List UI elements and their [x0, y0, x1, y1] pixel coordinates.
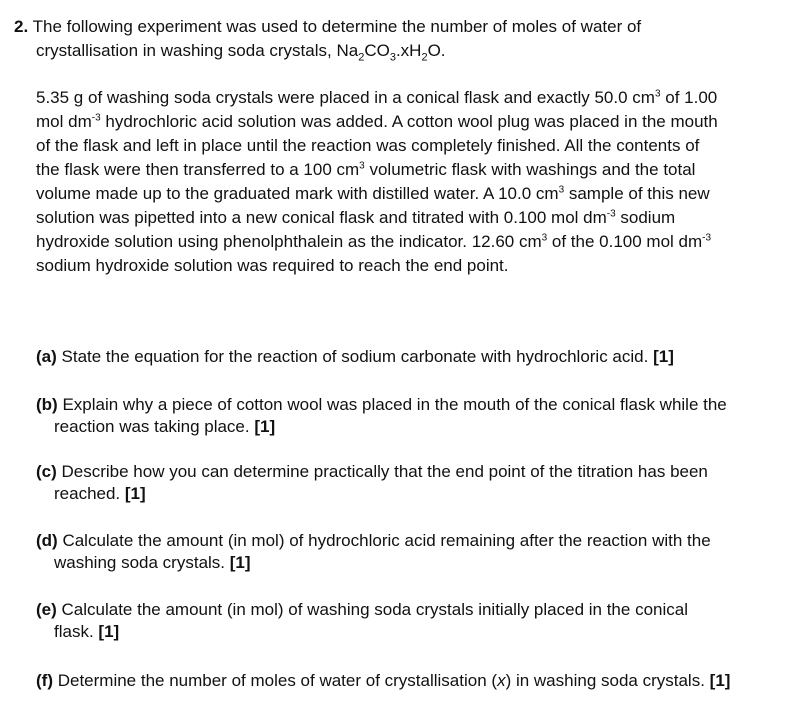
passage-text: volume made up to the graduated mark with distilled water. A 10.0 cm — [36, 184, 559, 203]
passage-text: volumetric flask with washings and the total — [364, 160, 696, 179]
question-intro-line-2 — [36, 41, 446, 64]
marks-badge: [1] — [254, 417, 276, 436]
passage-line-1 — [36, 88, 717, 108]
passage-text: mol dm — [36, 112, 92, 131]
part-text: ) in washing soda crystals. — [505, 671, 710, 690]
part-label: (f) — [36, 671, 53, 690]
part-b-line-1 — [36, 395, 727, 415]
part-label: (a) — [36, 347, 57, 366]
question-intro-line-1 — [14, 17, 641, 37]
part-text: Calculate the amount (in mol) of washing soda crystals initially placed in the conical — [56, 600, 688, 619]
part-text: State the equation for the reaction of sodium carbonate with hydrochloric acid. — [56, 347, 654, 366]
superscript: 3 — [359, 160, 365, 172]
part-c-line-2 — [54, 484, 146, 504]
part-label: (b) — [36, 395, 58, 414]
superscript: 3 — [541, 232, 548, 244]
passage-text: of 1.00 — [660, 88, 718, 107]
part-text: Determine the number of moles of water of crystallisation ( — [52, 671, 498, 690]
part-label: (d) — [36, 531, 58, 550]
part-text: Calculate the amount (in mol) of hydrochloric acid remaining after the reaction with the — [57, 531, 711, 550]
question-intro-text: The following experiment was used to determine the number of moles of water of — [32, 17, 642, 36]
passage-text: sample of this new — [564, 184, 710, 203]
part-text: Describe how you can determine practically that the end point of the titration has been — [56, 462, 708, 481]
part-text: Explain why a piece of cotton wool was placed in the mouth of the conical flask while the — [57, 395, 727, 414]
part-text: reaction was taking place. — [54, 417, 255, 436]
part-f — [36, 671, 730, 691]
passage-line-5 — [36, 184, 710, 204]
part-e-line-1 — [36, 600, 688, 620]
superscript: -3 — [606, 208, 616, 220]
passage-text: the flask were then transferred to a 100 cm — [36, 160, 360, 179]
part-c-line-1 — [36, 462, 708, 482]
part-a — [36, 347, 674, 367]
part-label: (e) — [36, 600, 57, 619]
formula-part: CO — [364, 41, 390, 60]
intro-text: crystallisation in washing soda crystals, Na — [36, 41, 359, 60]
passage-text: of the 0.100 mol dm — [547, 232, 703, 251]
superscript: -3 — [91, 112, 101, 124]
marks-badge: [1] — [653, 347, 674, 366]
marks-badge: [1] — [98, 622, 120, 641]
formula-part: .xH — [395, 41, 422, 60]
question-number: 2. — [14, 17, 29, 36]
marks-badge: [1] — [709, 671, 731, 690]
passage-line-3: of the flask and left in place until the reaction was completely finished. All the contents of — [36, 136, 700, 155]
formula-subscript: 2 — [421, 51, 428, 64]
part-b-line-2 — [54, 417, 275, 437]
part-d-line-2 — [54, 553, 251, 573]
formula-part: O. — [427, 41, 446, 60]
passage-line-4 — [36, 160, 695, 180]
passage-line-8: sodium hydroxide solution was required to reach the end point. — [36, 256, 509, 275]
formula-subscript: 2 — [358, 51, 365, 64]
passage-line-2 — [36, 112, 718, 132]
part-text: washing soda crystals. — [54, 553, 230, 572]
part-text: reached. — [54, 484, 125, 503]
marks-badge: [1] — [229, 553, 251, 572]
superscript: 3 — [654, 88, 661, 100]
superscript: -3 — [702, 232, 712, 244]
passage-text: sodium — [615, 208, 676, 227]
marks-badge: [1] — [124, 484, 146, 503]
passage-text: hydrochloric acid solution was added. A cotton wool plug was placed in the mouth — [100, 112, 718, 131]
passage-text: solution was pipetted into a new conical flask and titrated with 0.100 mol dm — [36, 208, 607, 227]
part-d-line-1 — [36, 531, 711, 551]
part-text: flask. — [54, 622, 99, 641]
passage-line-7 — [36, 232, 711, 252]
superscript: 3 — [558, 184, 565, 196]
variable-x: x — [497, 671, 506, 690]
part-e-line-2 — [54, 622, 119, 642]
passage-text: 5.35 g of washing soda crystals were placed in a conical flask and exactly 50.0 cm — [36, 88, 655, 107]
part-label: (c) — [36, 462, 57, 481]
formula-subscript: 3 — [389, 51, 396, 64]
passage-text: hydroxide solution using phenolphthalein as the indicator. 12.60 cm — [36, 232, 542, 251]
passage-line-6 — [36, 208, 675, 228]
